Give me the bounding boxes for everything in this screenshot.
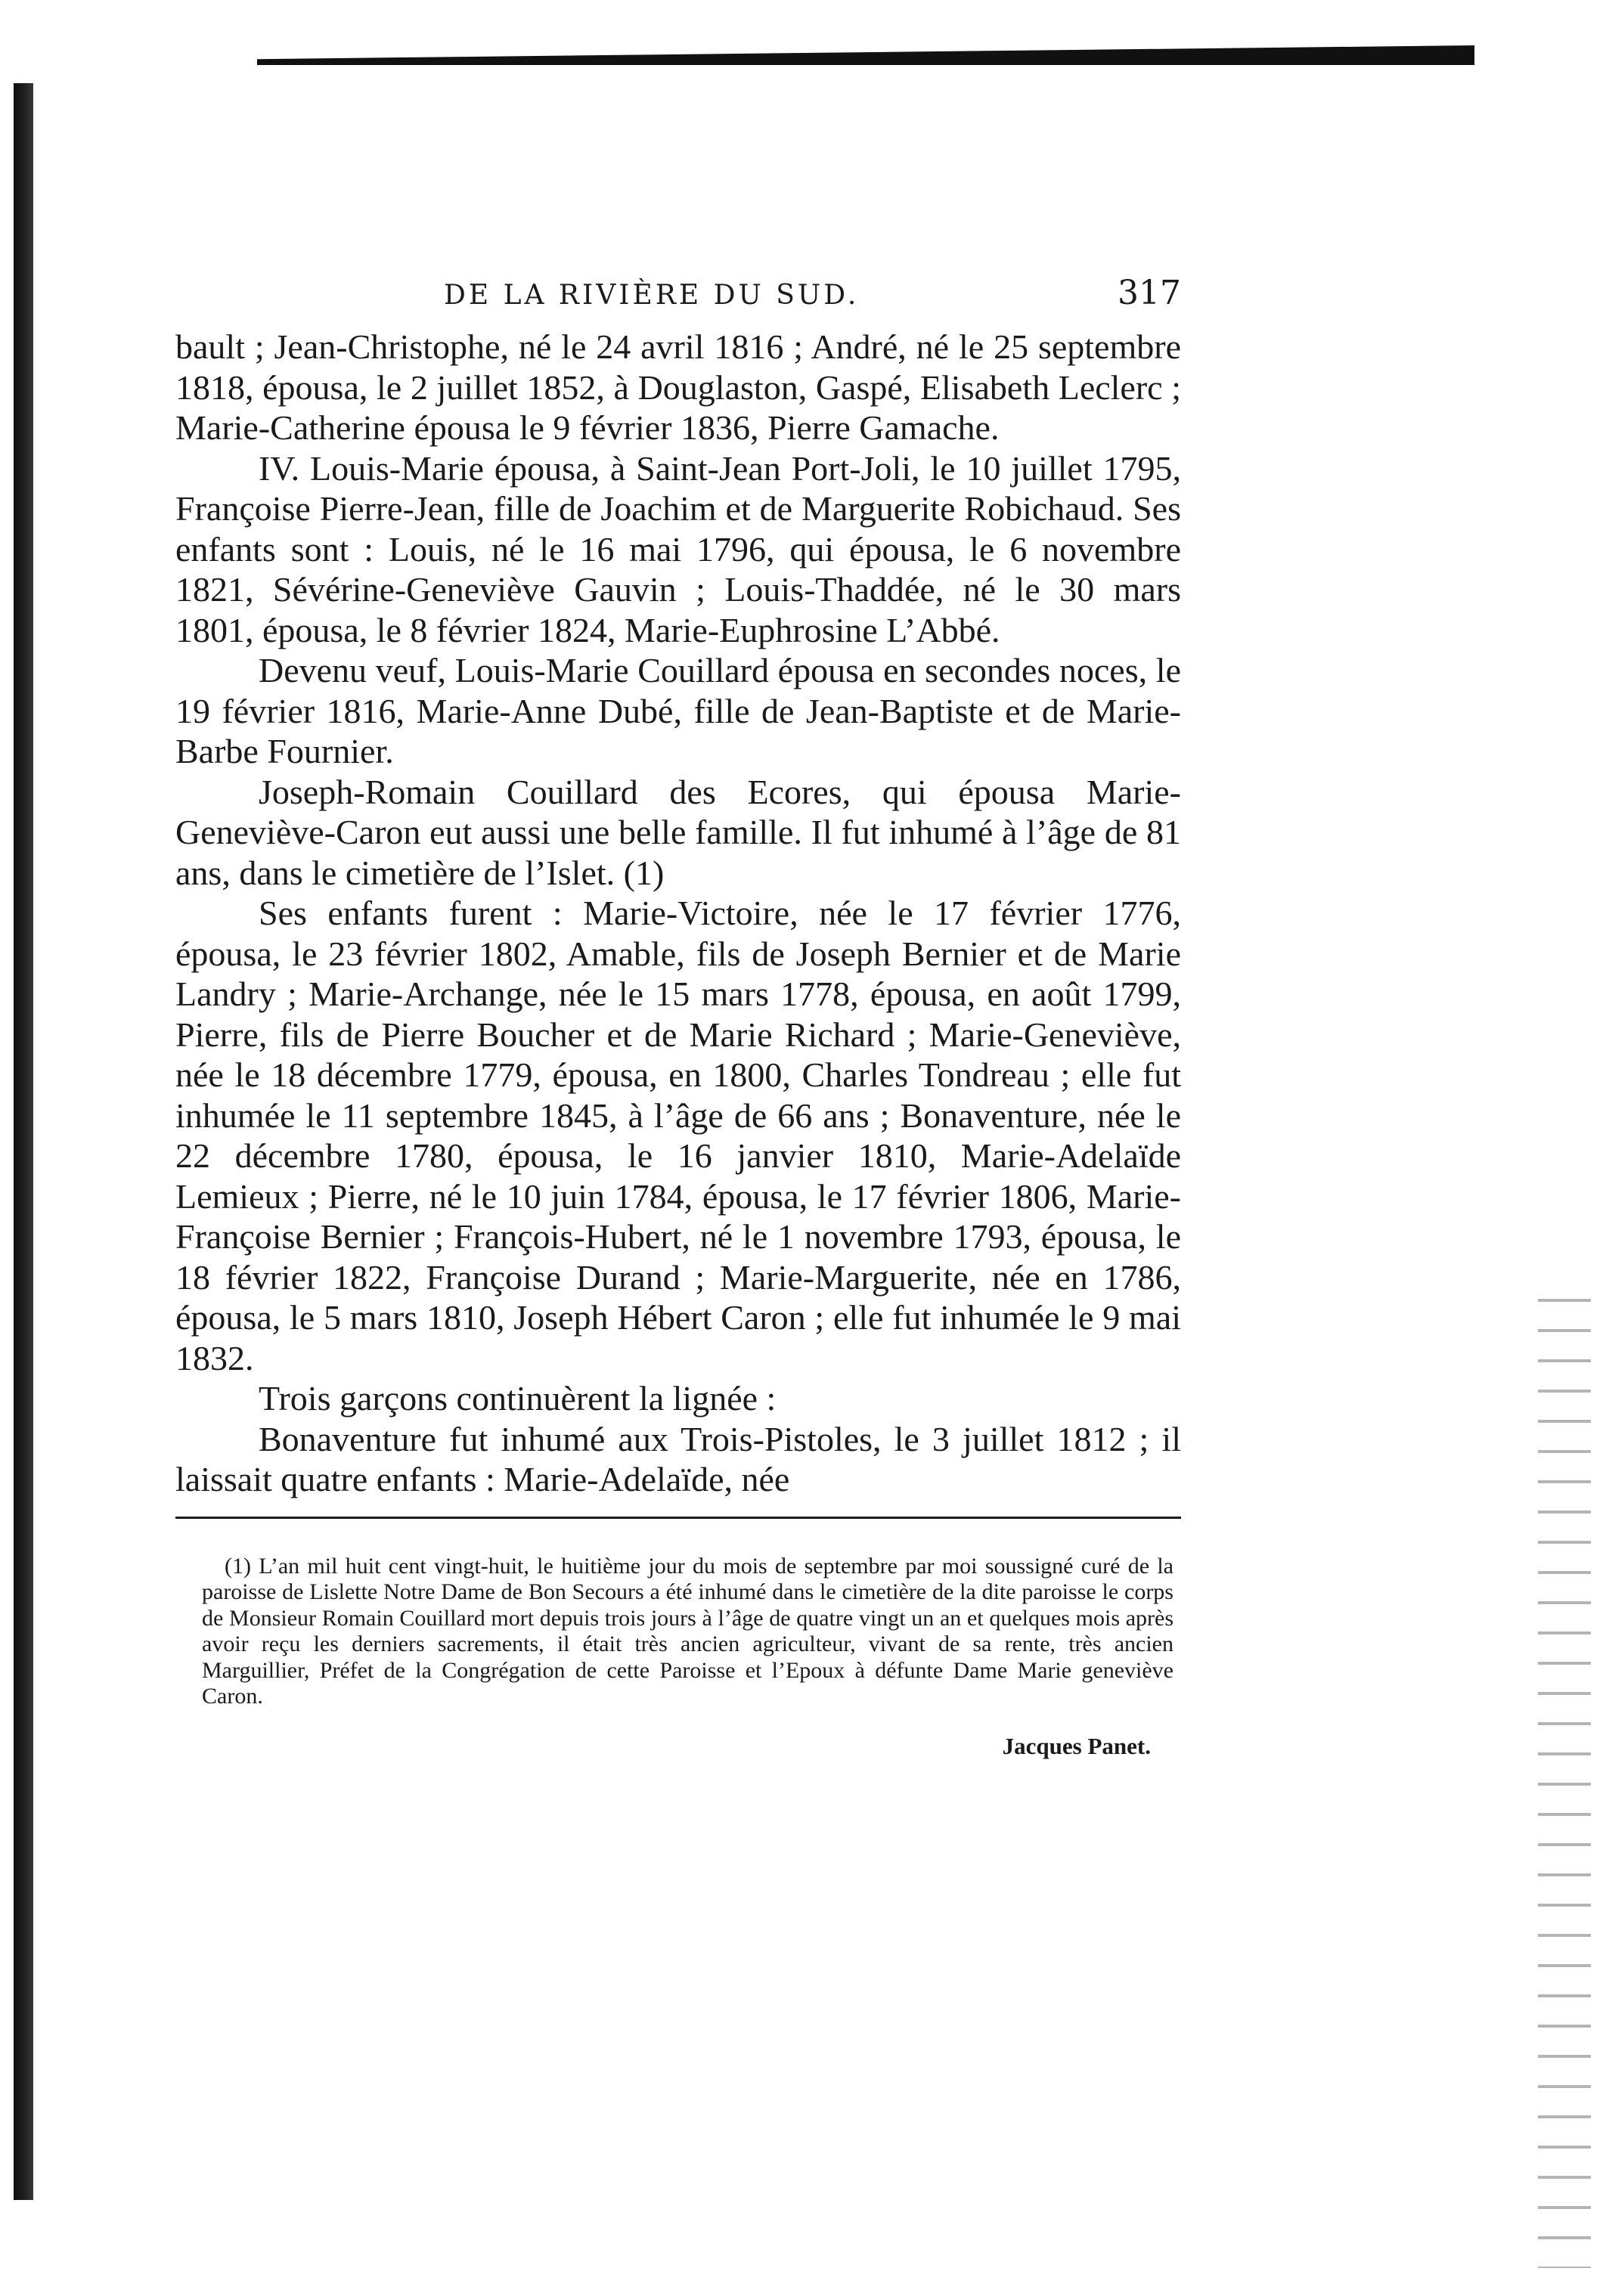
paragraph-4: Joseph-Romain Couillard des Ecores, qui épousa Marie-Geneviève-Caron eut aussi une belle famille. Il fut inhumé à l’âge de 81 ans, dans le cimetière de l’Islet. (1) — [175, 772, 1181, 892]
paragraph-7: Bonaventure fut inhumé aux Trois-Pistoles, le 3 juillet 1812 ; il laissait quatre enfants : Marie-Adelaïde, née — [175, 1419, 1181, 1498]
page-number: 317 — [1118, 274, 1181, 312]
footnote-signature: Jacques Panet. — [1002, 1732, 1151, 1759]
scan-specks-right — [1538, 1285, 1591, 2268]
scan-edge-left — [14, 83, 33, 2200]
running-head — [175, 257, 1181, 318]
scan-edge-top — [257, 45, 1474, 65]
footnote-rule — [175, 1517, 1181, 1519]
paragraph-3: Devenu veuf, Louis-Marie Couillard épousa en secondes noces, le 19 février 1816, Marie-Anne Dubé, fille de Jean-Baptiste et de Marie-Barbe Fournier. — [175, 651, 1181, 770]
paragraph-2: IV. Louis-Marie épousa, à Saint-Jean Port-Joli, le 10 juillet 1795, Françoise Pierre-Jean, fille de Joachim et de Marguerite Robichaud. Ses enfants sont : Louis, né le 16 mai 1796, qui épousa, le 6 novembre 1821, Sévérine-Geneviève Gauvin ; Louis-Thaddée, né le 30 mars 1801, épousa, le 8 février 1824, Marie-Euphrosine L’Abbé. — [175, 448, 1181, 649]
footnote: (1) L’an mil huit cent vingt-huit, le huitième jour du mois de septembre par moi soussigné curé de la paroisse de Lislette Notre Dame de Bon Secours a été inhumé dans le cimetière de la dite paroisse le corps de Monsieur Romain Couillard mort depuis trois jours à l’âge de quatre vingt un an et quelques mois après avoir reçu les derniers sacrements, il était très ancien agriculteur, vivant de sa rente, très ancien Marguillier, Préfet de la Congrégation de cette Paroisse et l’Epoux à défunte Dame Marie geneviève Caron. — [202, 1553, 1173, 1709]
paragraph-5: Ses enfants furent : Marie-Victoire, née le 17 février 1776, épousa, le 23 février 1802, Amable, fils de Joseph Bernier et de Marie Landry ; Marie-Archange, née le 15 mars 1778, épousa, en août 1799, Pierre, fils de Pierre Boucher et de Marie Richard ; Marie-Geneviève, née le 18 décembre 1779, épousa, en 1800, Charles Tondreau ; elle fut inhumée le 11 septembre 1845, à l’âge de 66 ans ; Bonaventure, née le 22 décembre 1780, épousa, le 16 janvier 1810, Marie-Adelaïde Lemieux ; Pierre, né le 10 juin 1784, épousa, le 17 février 1806, Marie-Françoise Bernier ; François-Hubert, né le 1 novembre 1793, épousa, le 18 février 1822, Françoise Durand ; Marie-Marguerite, née en 1786, épousa, le 5 mars 1810, Joseph Hébert Caron ; elle fut inhumée le 9 mai 1832. — [175, 894, 1181, 1377]
paragraph-6: Trois garçons continuèrent la lignée : — [259, 1379, 777, 1418]
body-text — [175, 327, 1181, 1500]
paragraph-1: bault ; Jean-Christophe, né le 24 avril 1816 ; André, né le 25 septembre 1818, épousa, le 2 juillet 1852, à Douglaston, Gaspé, Elisabeth Leclerc ; Marie-Catherine épousa le 9 février 1836, Pierre Gamache. — [175, 327, 1181, 447]
running-title: DE LA RIVIÈRE DU SUD. — [444, 280, 860, 311]
book-page — [175, 257, 1181, 1760]
